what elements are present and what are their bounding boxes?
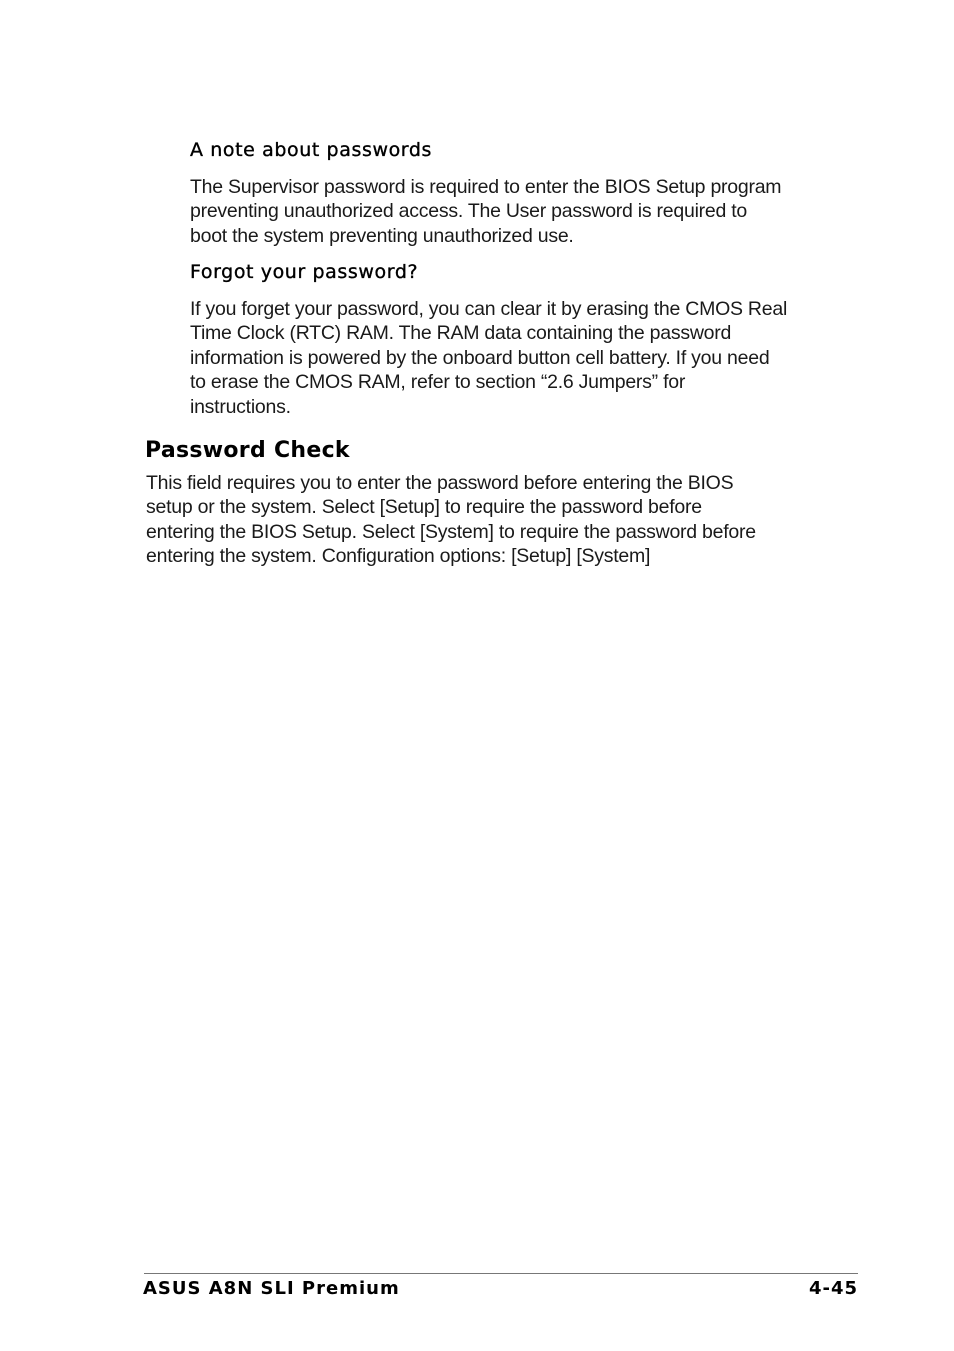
forgot-line: instructions.	[190, 395, 291, 418]
forgot-password-paragraph	[190, 297, 830, 419]
note-heading: A note about passwords	[190, 139, 433, 161]
section-paragraph	[146, 471, 836, 569]
footer-page-number: 4-45	[808, 1278, 858, 1299]
footer-divider	[144, 1273, 858, 1274]
note-line: preventing unauthorized access. The User password is required to	[190, 200, 748, 223]
footer-product-title: ASUS A8N SLI Premium	[143, 1278, 400, 1299]
section-line: entering the system. Configuration options: [Setup] [System]	[146, 545, 651, 568]
section-line: setup or the system. Select [Setup] to require the password before	[146, 496, 702, 519]
note-paragraph	[190, 175, 830, 248]
section-line: This field requires you to enter the password before entering the BIOS	[146, 472, 734, 494]
forgot-password-heading: Forgot your password?	[190, 261, 419, 283]
forgot-line: If you forget your password, you can clear it by erasing the CMOS Real	[190, 298, 788, 320]
section-heading: Password Check	[145, 438, 350, 463]
note-line: The Supervisor password is required to enter the BIOS Setup program	[190, 176, 782, 198]
forgot-line: Time Clock (RTC) RAM. The RAM data containing the password	[190, 322, 732, 345]
section-line: entering the BIOS Setup. Select [System] to require the password before	[146, 520, 756, 543]
note-line: boot the system preventing unauthorized use.	[190, 224, 574, 247]
forgot-line: to erase the CMOS RAM, refer to section “2.6 Jumpers” for	[190, 371, 686, 394]
forgot-line: information is powered by the onboard button cell battery. If you need	[190, 346, 770, 369]
